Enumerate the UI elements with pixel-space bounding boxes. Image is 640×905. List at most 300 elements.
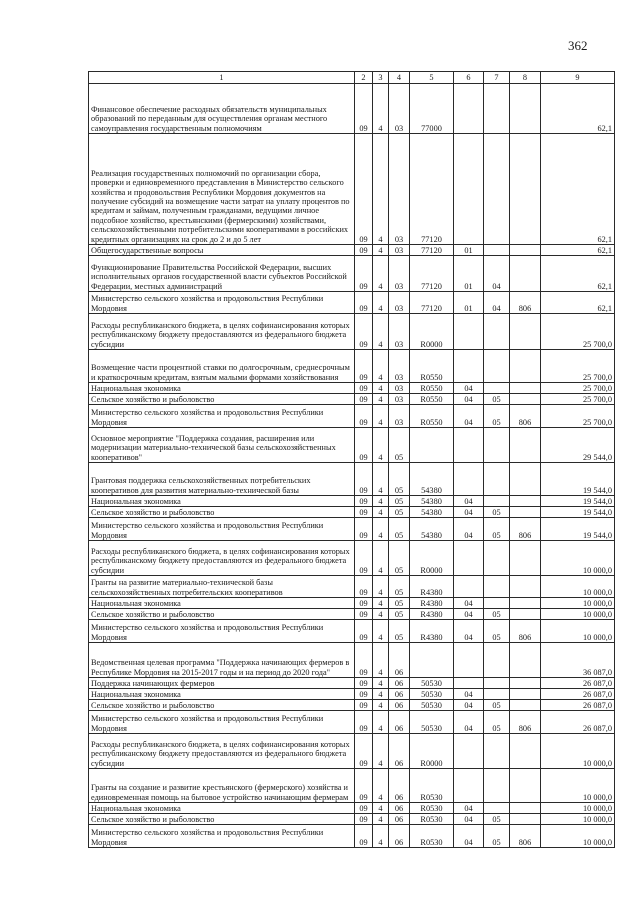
table-row: [89, 825, 615, 848]
column-header: 8: [510, 72, 541, 84]
row-name: Министерство сельского хозяйства и продовольствия Республики Мордовия: [89, 518, 355, 541]
code-subsection: [484, 734, 510, 769]
row-name: Грантовая поддержка сельскохозяйственных потребительских кооперативов для развития материально-технической базы: [89, 463, 355, 496]
code-subsection: 05: [484, 711, 510, 734]
code-subprogram: 4: [373, 803, 389, 814]
code-section: [454, 463, 484, 496]
column-header: 9: [541, 72, 615, 84]
code-direction: R0550: [410, 383, 454, 394]
code-section: 04: [454, 700, 484, 711]
code-section: 04: [454, 405, 484, 428]
code-subsection: 05: [484, 518, 510, 541]
code-subsection: [484, 314, 510, 350]
code-expense-type: [510, 678, 541, 689]
code-subsection: 05: [484, 700, 510, 711]
row-name: Расходы республиканского бюджета, в целях софинансирования которых республиканскому бюджету предоставляются из федерального бюджета субсидии: [89, 734, 355, 769]
code-expense-type: [510, 700, 541, 711]
code-expense-type: 806: [510, 405, 541, 428]
table-row: [89, 541, 615, 576]
code-subprogram: 4: [373, 734, 389, 769]
code-section: [454, 769, 484, 803]
code-subsection: [484, 350, 510, 383]
code-direction: 77120: [410, 245, 454, 256]
code-activity: 05: [389, 518, 410, 541]
code-subprogram: 4: [373, 678, 389, 689]
table-row: [89, 292, 615, 314]
code-direction: [410, 428, 454, 463]
code-subprogram: 4: [373, 814, 389, 825]
row-amount: 10 000,0: [541, 734, 615, 769]
code-activity: 03: [389, 405, 410, 428]
code-subprogram: 4: [373, 541, 389, 576]
code-activity: 03: [389, 314, 410, 350]
code-section: 04: [454, 609, 484, 620]
code-subsection: [484, 598, 510, 609]
code-program: 09: [355, 314, 373, 350]
code-subsection: 05: [484, 507, 510, 518]
code-activity: 03: [389, 245, 410, 256]
code-subsection: 05: [484, 825, 510, 848]
code-activity: 06: [389, 825, 410, 848]
code-subsection: 05: [484, 609, 510, 620]
code-subsection: [484, 134, 510, 245]
code-subprogram: 4: [373, 256, 389, 292]
code-program: 09: [355, 643, 373, 678]
table-row: [89, 350, 615, 383]
row-name: Национальная экономика: [89, 383, 355, 394]
code-program: 09: [355, 394, 373, 405]
code-program: 09: [355, 689, 373, 700]
code-section: 04: [454, 620, 484, 643]
table-row: [89, 463, 615, 496]
code-direction: R0530: [410, 825, 454, 848]
code-section: [454, 734, 484, 769]
code-program: 09: [355, 609, 373, 620]
code-subsection: [484, 245, 510, 256]
code-subsection: [484, 383, 510, 394]
code-subprogram: 4: [373, 463, 389, 496]
row-amount: 25 700,0: [541, 383, 615, 394]
code-section: 04: [454, 394, 484, 405]
code-direction: 77120: [410, 256, 454, 292]
row-amount: 10 000,0: [541, 803, 615, 814]
row-amount: 26 087,0: [541, 700, 615, 711]
table-row: [89, 245, 615, 256]
table-row: [89, 711, 615, 734]
code-activity: 03: [389, 394, 410, 405]
row-name: Реализация государственных полномочий по организации сбора, проверки и единовременного представления в Министерство сельского хозяйства и продовольствия Республики Мордовия документов на получение субсидий на возмещение части затрат на уплату процентов по кредитам и займам, полученным гражданами, ведущими личное подсобное хозяйство, крестьянскими (фермерскими) хозяйствами, сельскохозяйственными потребительскими кооперативами в российских кредитных организациях на срок до 2 и до 5 лет: [89, 134, 355, 245]
code-expense-type: 806: [510, 825, 541, 848]
code-direction: R4380: [410, 620, 454, 643]
budget-table: [88, 71, 615, 848]
code-program: 09: [355, 256, 373, 292]
code-direction: R0530: [410, 814, 454, 825]
table-row: [89, 643, 615, 678]
code-program: 09: [355, 803, 373, 814]
code-subprogram: 4: [373, 689, 389, 700]
code-expense-type: [510, 496, 541, 507]
code-expense-type: [510, 609, 541, 620]
code-section: 04: [454, 518, 484, 541]
code-subprogram: 4: [373, 598, 389, 609]
code-direction: 50530: [410, 678, 454, 689]
column-header: 1: [89, 72, 355, 84]
code-activity: 06: [389, 814, 410, 825]
code-subprogram: 4: [373, 84, 389, 134]
code-program: 09: [355, 769, 373, 803]
code-section: 04: [454, 711, 484, 734]
code-activity: 05: [389, 609, 410, 620]
row-amount: 10 000,0: [541, 541, 615, 576]
code-activity: 06: [389, 711, 410, 734]
column-header: 3: [373, 72, 389, 84]
table-row: [89, 405, 615, 428]
code-section: 01: [454, 256, 484, 292]
code-subprogram: 4: [373, 428, 389, 463]
code-expense-type: [510, 769, 541, 803]
code-subsection: [484, 678, 510, 689]
code-activity: 06: [389, 803, 410, 814]
code-subprogram: 4: [373, 711, 389, 734]
row-name: Ведомственная целевая программа "Поддержка начинающих фермеров в Республике Мордовия на 2015-2017 годы и на период до 2020 года": [89, 643, 355, 678]
code-section: 04: [454, 689, 484, 700]
code-subsection: [484, 541, 510, 576]
code-activity: 05: [389, 598, 410, 609]
code-section: 04: [454, 814, 484, 825]
code-direction: R0550: [410, 394, 454, 405]
code-activity: 05: [389, 496, 410, 507]
code-subprogram: 4: [373, 383, 389, 394]
code-program: 09: [355, 292, 373, 314]
code-subprogram: 4: [373, 518, 389, 541]
code-direction: 54380: [410, 463, 454, 496]
code-direction: R4380: [410, 609, 454, 620]
code-section: 04: [454, 598, 484, 609]
code-activity: 05: [389, 507, 410, 518]
column-header: 5: [410, 72, 454, 84]
code-subsection: [484, 84, 510, 134]
code-activity: 03: [389, 292, 410, 314]
table-row: [89, 576, 615, 598]
code-subprogram: 4: [373, 350, 389, 383]
table-row: [89, 383, 615, 394]
code-expense-type: [510, 507, 541, 518]
code-program: 09: [355, 134, 373, 245]
code-subprogram: 4: [373, 507, 389, 518]
code-activity: 05: [389, 463, 410, 496]
code-subsection: 04: [484, 256, 510, 292]
table-row: [89, 620, 615, 643]
code-subprogram: 4: [373, 314, 389, 350]
code-program: 09: [355, 598, 373, 609]
column-header: 7: [484, 72, 510, 84]
code-section: [454, 541, 484, 576]
row-name: Национальная экономика: [89, 689, 355, 700]
code-expense-type: 806: [510, 518, 541, 541]
code-expense-type: [510, 541, 541, 576]
table-row: [89, 518, 615, 541]
row-name: Национальная экономика: [89, 496, 355, 507]
table-row: [89, 814, 615, 825]
row-name: Сельское хозяйство и рыболовство: [89, 507, 355, 518]
row-amount: 10 000,0: [541, 769, 615, 803]
column-header: 2: [355, 72, 373, 84]
code-subprogram: 4: [373, 700, 389, 711]
code-subsection: [484, 643, 510, 678]
code-expense-type: [510, 803, 541, 814]
row-name: Основное мероприятие "Поддержка создания, расширения или модернизации материально-технической базы сельскохозяйственных кооперативов": [89, 428, 355, 463]
row-name: Министерство сельского хозяйства и продовольствия Республики Мордовия: [89, 292, 355, 314]
code-program: 09: [355, 496, 373, 507]
code-activity: 05: [389, 620, 410, 643]
code-expense-type: [510, 643, 541, 678]
code-expense-type: 806: [510, 620, 541, 643]
code-subprogram: 4: [373, 576, 389, 598]
code-activity: 06: [389, 689, 410, 700]
row-amount: 26 087,0: [541, 711, 615, 734]
row-amount: 10 000,0: [541, 598, 615, 609]
code-direction: 50530: [410, 700, 454, 711]
code-activity: 03: [389, 134, 410, 245]
row-amount: 25 700,0: [541, 405, 615, 428]
code-subprogram: 4: [373, 394, 389, 405]
code-program: 09: [355, 245, 373, 256]
row-amount: 25 700,0: [541, 350, 615, 383]
code-section: [454, 84, 484, 134]
code-expense-type: [510, 256, 541, 292]
code-program: 09: [355, 405, 373, 428]
code-expense-type: [510, 428, 541, 463]
row-name: Поддержка начинающих фермеров: [89, 678, 355, 689]
table-row: [89, 496, 615, 507]
page-number: 362: [568, 38, 588, 53]
code-section: [454, 314, 484, 350]
code-program: 09: [355, 700, 373, 711]
code-subsection: [484, 689, 510, 700]
column-header: 4: [389, 72, 410, 84]
code-program: 09: [355, 350, 373, 383]
code-section: [454, 428, 484, 463]
row-amount: 10 000,0: [541, 825, 615, 848]
code-program: 09: [355, 678, 373, 689]
code-subprogram: 4: [373, 609, 389, 620]
code-activity: 05: [389, 541, 410, 576]
code-subsection: [484, 769, 510, 803]
code-activity: 06: [389, 734, 410, 769]
table-row: [89, 84, 615, 134]
code-expense-type: 806: [510, 711, 541, 734]
code-activity: 06: [389, 678, 410, 689]
code-program: 09: [355, 711, 373, 734]
code-activity: 05: [389, 576, 410, 598]
code-section: [454, 678, 484, 689]
row-name: Сельское хозяйство и рыболовство: [89, 394, 355, 405]
row-amount: 62,1: [541, 84, 615, 134]
table-row: [89, 507, 615, 518]
header-row: [89, 72, 615, 84]
code-expense-type: [510, 134, 541, 245]
code-program: 09: [355, 84, 373, 134]
row-name: Возмещение части процентной ставки по долгосрочным, среднесрочным и краткосрочным кредитам, взятым малыми формами хозяйствования: [89, 350, 355, 383]
code-direction: R0530: [410, 769, 454, 803]
code-activity: 06: [389, 643, 410, 678]
code-subprogram: 4: [373, 620, 389, 643]
code-direction: [410, 643, 454, 678]
code-direction: R0000: [410, 541, 454, 576]
row-name: Общегосударственные вопросы: [89, 245, 355, 256]
code-subsection: 05: [484, 405, 510, 428]
code-expense-type: [510, 598, 541, 609]
code-direction: 77120: [410, 134, 454, 245]
code-expense-type: [510, 576, 541, 598]
code-direction: 50530: [410, 711, 454, 734]
table-row: [89, 769, 615, 803]
table-row: [89, 734, 615, 769]
row-name: Сельское хозяйство и рыболовство: [89, 609, 355, 620]
row-amount: 19 544,0: [541, 507, 615, 518]
row-name: Расходы республиканского бюджета, в целях софинансирования которых республиканскому бюджету предоставляются из федерального бюджета субсидии: [89, 314, 355, 350]
code-subprogram: 4: [373, 825, 389, 848]
code-expense-type: [510, 350, 541, 383]
code-subsection: 05: [484, 814, 510, 825]
code-section: [454, 643, 484, 678]
table-row: [89, 256, 615, 292]
code-direction: 50530: [410, 689, 454, 700]
code-expense-type: [510, 394, 541, 405]
code-expense-type: [510, 314, 541, 350]
code-expense-type: [510, 84, 541, 134]
row-amount: 10 000,0: [541, 620, 615, 643]
column-header: 6: [454, 72, 484, 84]
code-direction: R4380: [410, 576, 454, 598]
row-amount: 62,1: [541, 292, 615, 314]
code-subprogram: 4: [373, 405, 389, 428]
table-row: [89, 428, 615, 463]
code-subsection: [484, 428, 510, 463]
code-expense-type: [510, 245, 541, 256]
row-amount: 62,1: [541, 256, 615, 292]
code-section: 04: [454, 803, 484, 814]
code-direction: R0000: [410, 734, 454, 769]
code-expense-type: [510, 814, 541, 825]
code-expense-type: [510, 689, 541, 700]
code-program: 09: [355, 541, 373, 576]
row-name: Расходы республиканского бюджета, в целях софинансирования которых республиканскому бюджету предоставляются из федерального бюджета субсидии: [89, 541, 355, 576]
row-name: Финансовое обеспечение расходных обязательств муниципальных образований по переданным для осуществления органам местного самоуправления государственным полномочиям: [89, 84, 355, 134]
code-subsection: 05: [484, 620, 510, 643]
code-activity: 06: [389, 700, 410, 711]
code-subsection: [484, 496, 510, 507]
code-direction: 54380: [410, 496, 454, 507]
row-name: Функционирование Правительства Российской Федерации, высших исполнительных органов государственной власти субъектов Российской Федерации, местных администраций: [89, 256, 355, 292]
table-row: [89, 689, 615, 700]
code-section: 04: [454, 496, 484, 507]
code-program: 09: [355, 463, 373, 496]
row-amount: 25 700,0: [541, 314, 615, 350]
code-direction: 77000: [410, 84, 454, 134]
row-name: Сельское хозяйство и рыболовство: [89, 700, 355, 711]
row-amount: 10 000,0: [541, 576, 615, 598]
table-row: [89, 134, 615, 245]
code-program: 09: [355, 734, 373, 769]
code-section: [454, 134, 484, 245]
code-activity: 03: [389, 383, 410, 394]
row-amount: 10 000,0: [541, 814, 615, 825]
table-row: [89, 314, 615, 350]
code-program: 09: [355, 576, 373, 598]
table-row: [89, 394, 615, 405]
row-amount: 36 087,0: [541, 643, 615, 678]
code-section: [454, 576, 484, 598]
table-row: [89, 700, 615, 711]
row-amount: 19 544,0: [541, 518, 615, 541]
table-row: [89, 678, 615, 689]
code-expense-type: 806: [510, 292, 541, 314]
code-direction: 54380: [410, 507, 454, 518]
row-name: Сельское хозяйство и рыболовство: [89, 814, 355, 825]
row-name: Гранты на создание и развитие крестьянского (фермерского) хозяйства и единовременная помощь на бытовое устройство начинающим фермерам: [89, 769, 355, 803]
code-section: 01: [454, 245, 484, 256]
row-name: Национальная экономика: [89, 598, 355, 609]
code-subsection: 04: [484, 292, 510, 314]
code-program: 09: [355, 518, 373, 541]
code-program: 09: [355, 383, 373, 394]
code-direction: R0530: [410, 803, 454, 814]
code-activity: 05: [389, 428, 410, 463]
code-subsection: [484, 576, 510, 598]
code-direction: 77120: [410, 292, 454, 314]
table-row: [89, 609, 615, 620]
row-amount: 25 700,0: [541, 394, 615, 405]
code-subprogram: 4: [373, 769, 389, 803]
code-program: 09: [355, 825, 373, 848]
table-row: [89, 803, 615, 814]
table-body: [89, 84, 615, 848]
code-direction: R4380: [410, 598, 454, 609]
table-row: [89, 598, 615, 609]
row-amount: 62,1: [541, 245, 615, 256]
code-subsection: [484, 463, 510, 496]
code-subsection: 05: [484, 394, 510, 405]
code-subprogram: 4: [373, 496, 389, 507]
code-section: [454, 350, 484, 383]
code-section: 04: [454, 507, 484, 518]
code-program: 09: [355, 814, 373, 825]
row-amount: 19 544,0: [541, 463, 615, 496]
row-name: Национальная экономика: [89, 803, 355, 814]
code-expense-type: [510, 383, 541, 394]
code-program: 09: [355, 428, 373, 463]
row-amount: 19 544,0: [541, 496, 615, 507]
code-program: 09: [355, 620, 373, 643]
code-subsection: [484, 803, 510, 814]
code-activity: 03: [389, 84, 410, 134]
code-section: 01: [454, 292, 484, 314]
row-name: Министерство сельского хозяйства и продовольствия Республики Мордовия: [89, 711, 355, 734]
row-name: Министерство сельского хозяйства и продовольствия Республики Мордовия: [89, 405, 355, 428]
code-subprogram: 4: [373, 245, 389, 256]
code-activity: 06: [389, 769, 410, 803]
code-direction: 54380: [410, 518, 454, 541]
code-subprogram: 4: [373, 643, 389, 678]
code-subprogram: 4: [373, 134, 389, 245]
code-activity: 03: [389, 256, 410, 292]
row-amount: 62,1: [541, 134, 615, 245]
code-direction: R0550: [410, 405, 454, 428]
row-amount: 26 087,0: [541, 689, 615, 700]
code-subprogram: 4: [373, 292, 389, 314]
row-amount: 10 000,0: [541, 609, 615, 620]
